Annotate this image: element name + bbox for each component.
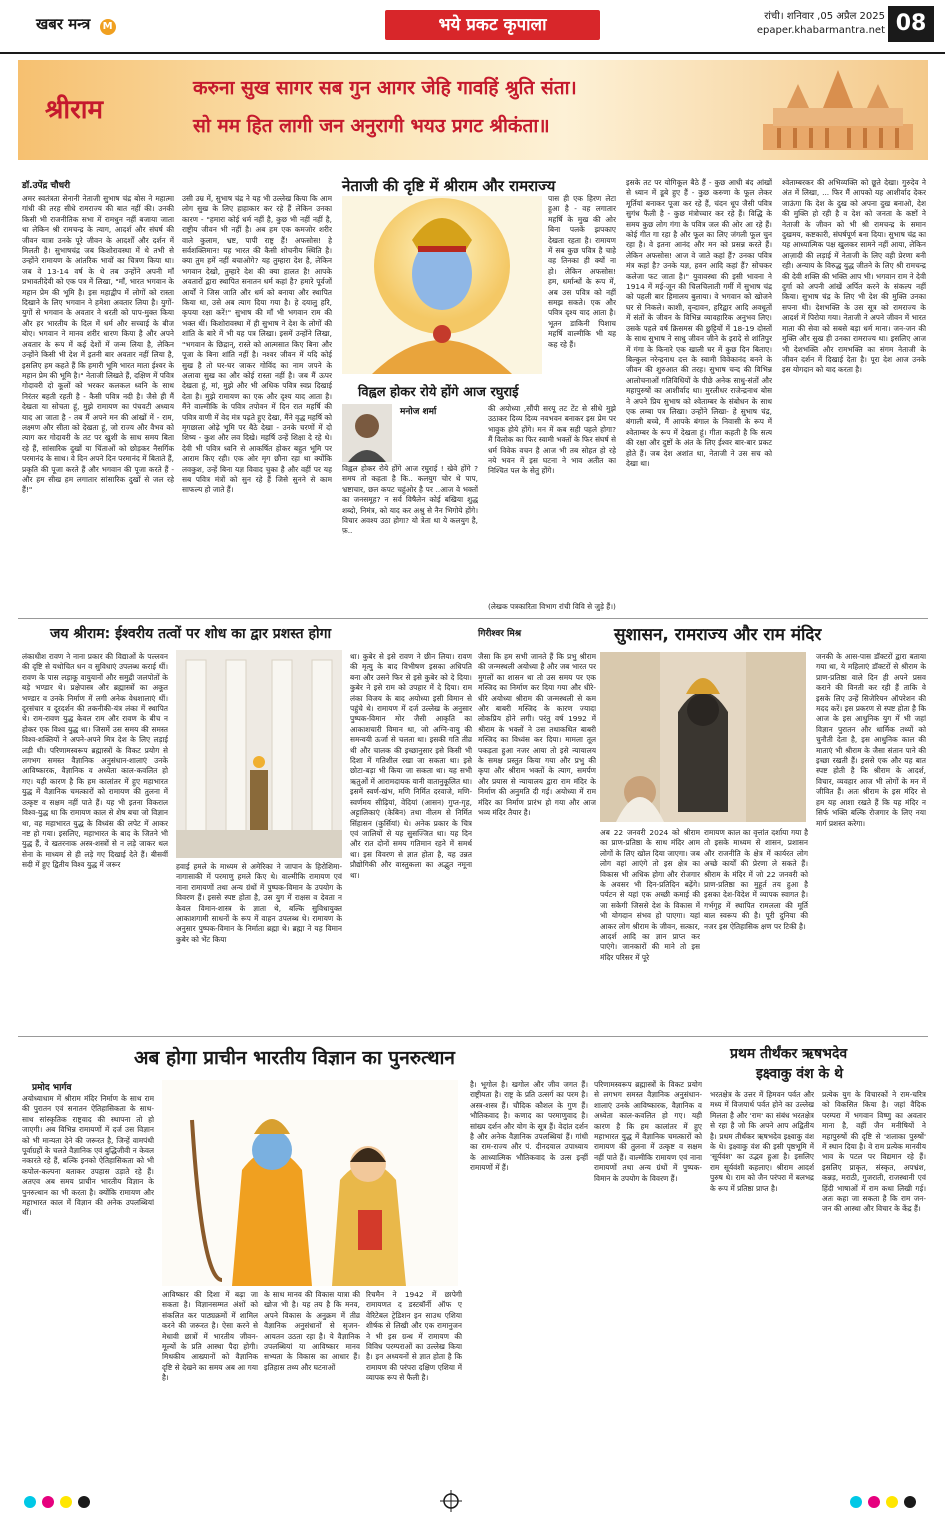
section-divider bbox=[18, 618, 928, 619]
epaper-url[interactable]: epaper.khabarmantra.net bbox=[756, 25, 885, 36]
black-dot-icon-right bbox=[904, 1496, 916, 1508]
article4-column-6: परिणामस्वरूप ब्रह्मास्त्रों के विकट प्रयोग से लगभग समस्त वैज्ञानिक अनुसंधान-शालाएं उनके आविष्कारक, वैज्ञानिक व अध्येता काल-कवलित हो गए। यही कारण है कि हम कालांतर में हुए महाभारत युद्ध में वैज्ञानिक चमत्कारों को रामायण की तुलना में उत्कृष्ट व सक्षम नहीं पाते हैं। वाल्मीकि रामायण एवं नाना रामायणों तथा अन्य ग्रंथों में पुष्पक-विमान के उपयोग के विवरण हैं। bbox=[594, 1080, 702, 1183]
ram-temple-illustration-icon bbox=[753, 66, 923, 154]
sidebar-author: मनोज शर्मा bbox=[400, 407, 437, 417]
page-number: 08 bbox=[888, 6, 934, 42]
article1-column-5: श्वेताम्बरकर की अभिव्यक्ति को छूते देखा। गुरुदेव ने अंत में लिखा, ... फिर मैं आपको यह आशीर्वाद देकर जाऊंगा कि देश के दुख को अपना दुख बनाओ, देश की मुक्ति हो रही है व देश को जनता के कष्टों ने नेताजी के जीवन को भी श्री रामचन्द्र के समान दुखमय, कष्टकारी, संघर्षपूर्ण बना दिया। सुभाष चंद्र का यह आध्यात्मिक पक्ष खुलकर सामने नहीं आया, लेकिन आज़ादी की लड़ाई में नेताजी के लिए वही प्रेरणा बनी रही। अन्याय के विरुद्ध युद्ध जीतने के लिए श्री रामचन्द्र की देवी शक्ति की भक्ति आप भी। भगवान राम ने देवी दुर्गा को अपनी आंखें अर्पित करने के संकल्प नहीं किया। सुभाष चंद्र के लिए भी देश की मुक्ति उनका सपना थी। देशभक्ति के उस सूत्र को रामराज्य के आदर्श में पिरोया गया। नेताजी ने अपने जीवन में भारत माता की सेवा को सबसे बड़ा धर्म माना। जन-जन की मुक्ति और सुख ही उनका रामराज्य था। इसलिए आज भी देशभक्ति और रामभक्ति का संगम नेताजी के जीवन दर्शन में दिखाई देता है। पूरा देश आज उनके इस योगदान को याद करता है। bbox=[782, 178, 926, 375]
yellow-dot-icon-right bbox=[886, 1496, 898, 1508]
cyan-dot-icon-right bbox=[850, 1496, 862, 1508]
temple-interior-photo bbox=[176, 650, 342, 858]
article5-headline-line-2: इक्ष्वाकु वंश के थे bbox=[756, 1066, 844, 1082]
article3-column-3: रामायण काल का वृत्तांत दर्शाया गया है तो इसके माध्यम से शासन, प्रशासन और राजनीति के क्षेत्र में कार्यरत लोग अच्छे कार्यों की प्रेरणा ले सकते हैं। श्रीराम के मंदिर में जो 22 जनवरी को प्राण-प्रतिष्ठा का मुहूर्त तय हुआ है इसका देश-विदेश में व्यापक स्वागत है। गर्भगृह में स्थापित रामलला की मूर्ति बाल स्वरूप की है। पूरी दुनिया की नजर इस ऐतिहासिक क्षण पर टिकी है। bbox=[704, 828, 808, 931]
article3-headline: सुशासन, रामराज्य और राम मंदिर bbox=[614, 625, 822, 645]
article3-column-4: जनकी के आस-पास डॉक्टरों द्वारा बताया गया था, ये महिलाएं डॉक्टरों से श्रीराम के प्राण-प्रतिष्ठा वाले दिन ही अपने प्रसव कराने की विनती कर रही हैं ताकि वे इसके लिए उन्हें सिजेरियन ऑपरेशन की मदद करें। इस प्रकरण से स्पष्ट होता है कि आज के इस आधुनिक युग में भी जहां विज्ञान पुरातन और धार्मिक तथ्यों को चुनौती देता है, इस आधुनिक काल की माताएं भी श्रीराम के जैसा संतान पाने की इच्छा रखती हैं। इससे एक और यह बात स्पष्ट होती है कि श्रीराम के आदर्श, विचार, व्यवहार आज भी लोगों के मन में जीवित हैं। अतः श्रीराम के इस मंदिर से हम यह आशा रखते हैं कि यह मंदिर न सिर्फ भक्ति बल्कि रोजगार के लिए नया मार्ग प्रशस्त करेगा। bbox=[816, 652, 926, 828]
cyan-dot-icon bbox=[24, 1496, 36, 1508]
article2-headline: जय श्रीराम: ईश्वरीय तत्वों पर शोध का द्वार प्रशस्त होगा bbox=[50, 626, 332, 642]
yellow-dot-icon bbox=[60, 1496, 72, 1508]
masthead bbox=[0, 0, 945, 54]
sidebar-poem-2: की अयोध्या ,सौंपी सरयू तट टेंट से सीधे मुझे उठाकर दिव्य दिव्य नवभवन बनाकर इस प्रेम पर भावुक होये होंगे। मन में कब सही पहले होगा? मैं विलोक का फिर स्वामी भक्तों के फिर संघर्ष से धर्म विवेक वचन है आज भी तब सोहत हो रहे नये भवन में इस घटना ने भाव अतीत का निश्चित पल के सेतु होंगे। bbox=[488, 404, 616, 476]
article4-column-1: अयोध्याधाम में श्रीराम मंदिर निर्माण के साथ राम की पुरातन एवं सनातन ऐतिहासिकता के साथ-साथ सांस्कृतिक राष्ट्रवाद की स्थापना तो हो जाएगी। अब विभिन्न रामायणों में दर्ज उस विज्ञान को भी मान्यता देने की जरूरत है, जिन्हें वामपंथी पूर्वाग्रहों के चलते वैज्ञानिक एवं बुद्धिजीवी न केवल नकारते रहे हैं, बल्कि इनको ऐतिहासिकता को भी कपोल-कल्पना बताकर उपहास उड़ाते रहे हैं। अतएव अब समय प्राचीन भारतीय विज्ञान के पुनरुत्थान का भी करता है। क्योंकि रामायण और महाभारत काल में विज्ञान की अनेक उपलब्धियां थीं। bbox=[22, 1094, 154, 1218]
black-dot-icon bbox=[78, 1496, 90, 1508]
article5-headline-line-1: प्रथम तीर्थंकर ऋषभदेव bbox=[730, 1046, 848, 1062]
magenta-dot-icon-right bbox=[868, 1496, 880, 1508]
ram-lalla-idol-photo bbox=[600, 652, 806, 822]
chaupai-banner bbox=[18, 60, 928, 160]
ram-sita-illustration bbox=[162, 1080, 458, 1286]
article5-column-1: भरतक्षेत्र के उत्तर में हिमवन पर्वत और मध्य में विजयार्थ पर्वत होने का उल्लेख मिलता है और 'राम' का संबंध भरतक्षेत्र से रहा है जो कि अपने आप अद्वितीय है। प्रथम तीर्थंकर ऋषभदेव इक्ष्वाकु वंश के थे। इक्ष्वाकु वंश की इसी पृष्ठभूमि में 'सूर्यवंश' का उद्भव हुआ है। इसलिए राम सूर्यवंशी कहलाए। श्रीराम आदर्श पुरुष थे। राम को जैन परंपरा में बलभद्र के रूप में प्रतिष्ठा प्राप्त है। bbox=[710, 1090, 814, 1193]
article1-headline: नेताजी की दृष्टि में श्रीराम और रामराज्य bbox=[342, 177, 556, 195]
article4-column-3: के साथ मानव की विकास यात्रा की खोज भी है। यह तय है कि मनव, अपने विकास के अनुक्रम में तीव्र वैज्ञानिक अनुसंधानों से सृजन-आयतन उठता रहा है। ये वैज्ञानिक उपलब्धियां या आविष्कार मानव सभ्यता के विकास का आधार हैं। इतिहास तथ्य और घटनाओं bbox=[264, 1290, 360, 1372]
article1-column-4: इसके तट पर योगिकूल बैठे हैं - कुछ आधी बंद आंखों से ध्यान में डूबे हुए हैं - कुछ करुणा के फूल लेकर मूर्तियां बनाकर पूजा कर रहे हैं, चंदन धूप जैसी पवित्र सुगंध फैली है - कुछ मंत्रोच्चार कर रहे हैं। विद्धि के समय कुछ लोग गंगा के पवित्र जल की ओर आ रहे हैं। कोई गीत गा रहा है और फूल का लिए जंगली फूल चुन रहा है। वे इतना आनंद और मन को प्रसन्न करते हैं। लेकिन अफसोस! आज वे जाते कहां हैं? उनका पवित्र मंत्र कहां है? उनके यज्ञ, हवन आदि कहां हैं? सोचकर कलेजा फट जाता है।" युवावस्था की इसी भावना ने 1914 में मई-जून की चिलचिलाती गर्मी में सुभाष चंद्र को पहली बार हिमालय बुलाया। वे भगवान को खोजने घर से निकले। काशी, वृन्दावन, हरिद्वार आदि अवधूतों में संतों के जीवन के विभिन्न व्यावहारिक अनुभव लिए। उसके पहले वर्ष क्रिसमस की छुट्टियों में 18-19 दोस्तों के साथ सुभाष ने साधु जीवन जीने के इरादे से शांतिपुर में गंगा के किनारे एक खाली घर में कुछ दिन बिताए। बिल्कुल नरेन्द्रनाथ दत्त के स्वामी विवेकानंद बनने के जीवन की शुरुआत की तरह। सुभाष चन्द की विभिन्न आलोचनाओं गतिविधियों के पीछे अनेक साधु-संतों और महापुरुषों का आशीर्वाद था। मुरलीधर राजेन्द्रनाथ बोस ने अपने प्रिय सुभाष को श्वेताम्बर के संबोधन के साथ एक लम्बा पत्र लिखा। उन्होंने लिखा- हे सुभाष चंद्र, बंगाली बच्चे, मैं आपके बंगाल के निवासी के रूप में श्वेताम्बर के रूप में देखता हूं। गीता कहती है कि सत्य की रक्षा और दुष्टों के अंत के लिए ईश्वर बार-बार प्रकट होते हैं। जब देश अशांत था, नेताजी ने उस सच को देखा था। bbox=[626, 178, 772, 468]
article1-column-3: पास ही एक हिरण लेटा हुआ है - वह लगातार महर्षि के मुख की ओर बिना पलकें झपकाए देखता रहता है। रामायण में सब कुछ पवित्र है चाहे वह तिनका ही क्यों ना हो। लेकिन अफसोस! हम, धर्मान्धों के रूप में, अब उस पवित्र को नहीं समझ सकते। एक और पवित्र दृश्य याद आता है। भूतन डाकिनी पिशाच महर्षि वाल्मीकि भी यह कह रहे हैं। bbox=[548, 194, 616, 349]
article2-column-3: था। कुबेर से इसे रावण ने छीन लिया। रावण की मृत्यु के बाद विभीषण इसका अधिपति बना और उसने फिर से इसे कुबेर को दे दिया। कुबेर ने इसे राम को उपहार में दे दिया। राम लंका विजय के बाद अयोध्या इसी विमान से पहुंचे थे। रामायण में दर्ज उल्लेख के अनुसार पुष्पक-विमान मोर जैसी आकृति का आकाशचारी विमान था, जो अग्नि-वायु की समन्वयी ऊर्जा से चलता था। इसकी गति तीव्र थी और चालक की इच्छानुसार इसे किसी भी दिशा में गतिशील रखा जा सकता था। इसे छोटा-बड़ा भी किया जा सकता था। यह सभी ऋतुओं में आरामदायक यानी वातानुकूलित था। इसमें स्वर्ण-खंभ, मणि निर्मित दरवाजे, मणि-स्वर्णमय सीढ़ियां, वेदियां (आसन) गुप्त-गृह, अट्टालिकाएं (केबिन) तथा नीलम से निर्मित सिंहासन (कुर्सियां) थे। अनेक प्रकार के चित्र एवं जालियों से यह सुसज्जित था। यह दिन और रात दोनों समय गतिमान रहने में समर्थ था। इस विवरण से ज्ञात होता है, यह उन्नत प्रौद्योगिकी और वास्तुकला का अद्भुत नमूना था। bbox=[350, 652, 472, 880]
article1-author: डॉ.उपेंद्र चौधरी bbox=[22, 181, 71, 191]
magenta-dot-icon bbox=[42, 1496, 54, 1508]
sidebar-credit: (लेखक पत्रकारिता विभाग रांची विवि से जुड़े हैं।) bbox=[488, 602, 616, 611]
newspaper-logo[interactable] bbox=[36, 14, 116, 35]
article5-column-2: प्रत्येक युग के विचारकों ने राम-चरित्र को विकसित किया है। जहां वैदिक परम्परा में भगवान विष्णु का अवतार माना है, वहीं जैन मनीषियों ने महापुरुषों की दृष्टि से 'शलाका पुरुषों' में स्थान दिया है। वे राम प्रत्येक मानवीय भाव के पटल पर विद्यमान रहे हैं। इसलिए प्राकृत, संस्कृत, अपभ्रंश, कन्नड़, मराठी, गुजराती, राजस्थानी एवं हिंदी भाषाओं में राम कथा लिखी गई। अतः कहा जा सकता है कि राम जन-जन की आस्था और विचार के केंद्र हैं। bbox=[822, 1090, 926, 1214]
banner-line-1: करुना सुख सागर सब गुन आगर जेहि गावहिं श्रुति संता। bbox=[193, 77, 577, 99]
logo-badge-icon: M bbox=[100, 19, 116, 35]
shri-ram-calligraphy: श्रीराम bbox=[44, 95, 104, 125]
article1-column-1: अमर स्वतंत्रता सेनानी नेताजी सुभाष चंद्र बोस ने महात्मा गांधी की तरह सीधे रामराज्य की बात नहीं की। उनकी किसी भी राजनीतिक सभा में रामधुन नहीं बजाया जाता था लेकिन श्री रामचन्द्र के त्याग, आदर्श और संघर्ष की जीवन यात्रा उनके पूरे जीवन के आदर्शों और दर्शन में मिलती है। सुभाषचंद्र जब किशोरावस्था में थे तभी से उन्होंने रामायण के आंतरिक भावों का चित्रण किया था। जब वे 13-14 वर्ष के थे तब उन्होंने अपनी माँ प्रभावतीदेवी को एक पत्र में लिखा, "माँ, भारत भगवान के महान प्रेम की भूमि है। इस महाद्वीप में लोगों को रास्ता दिखाने के लिए भगवान ने हमेशा अवतार लिया है। युगों-युगों से भगवान के अवतार ने धरती को पाप-मुक्त किया और हर भारतीय के दिल में धर्म और सच्चाई के बीज बोए। भगवान ने मानव शरीर धारण किया है और अपने अवतार के रूप में कई देशों में जन्म लिया है, लेकिन उन्होंने किसी भी देश में इतनी बार अवतार नहीं लिया है, इसलिए हम कहते हैं कि हमारी भूमि भारत माता ईश्वर के महान प्रेम की भूमि है।" नेताजी लिखते हैं, दक्षिण में पवित्र गोदावरी दो कूलों को भरकर कलकल ध्वनि के साथ निरंतर बहती रहती है - कैसी पवित्र नदी है। जैसे ही मैं देखता या सोचता हूं, मुझे रामायण का पंचवटी अध्याय याद आ जाता है - तब मैं अपने मन की आंखों में - राम, लक्ष्मण और सीता को देखता हूं, जो राज्य और वैभव को त्याग कर गोदावरी के तट पर खुशी के साथ समय बिता रहे हैं, सांसारिक दुखों या चिंताओं को छोड़कर नैसर्गिक परमानंद के साथ। वे दिन अपने दिन परमानंद में बिताते हैं, प्रकृति की पूजा करते हैं और भगवान की पूजा करते हैं - और हम सीख हम लगातार सांसारिक दुखों से जल रहे हैं!" bbox=[22, 194, 174, 495]
article3-column-1: जैसा कि हम सभी जानते हैं कि प्रभु श्रीराम की जन्मस्थली अयोध्या है और जब भारत पर मुगलों का शासन था तो उस समय पर एक मस्जिद का निर्माण कर दिया गया और धीरे-धीरे अयोध्या श्रीराम की जन्मस्थली से कम और बाबरी मस्जिद के कारण ज्यादा लोकप्रिय होने लगी। परंतु वर्ष 1992 में श्रीराम के भक्तों ने उस तथाकथित बाबरी मस्जिद का विध्वंस कर दिया। मामला तूल पकड़ता हुआ नजर आया तो इसे न्यायालय के समक्ष प्रस्तुत किया गया और प्रभु की कृपा और श्रीराम भक्तों के त्याग, समर्पण और प्रयास से न्यायालय द्वारा राम मंदिर के निर्माण की अनुमति दी गई। अयोध्या में राम मंदिर का निर्माण प्रारंभ हो गया और आज भव्य मंदिर तैयार है। bbox=[478, 652, 596, 818]
section-divider-2 bbox=[18, 1036, 928, 1037]
article2-column-1: लंकाधीश रावण ने नाना प्रकार की विद्याओं के पल्लवन की दृष्टि से यथोचित धन व सुविधाएं उपलब्ध कराई थीं। रावण के पास लड़ाकू वायुयानों और समुद्री जलपोतों के बड़े भण्डार थे। प्रक्षेपास्त्र और ब्रह्मास्त्रों का अकूत भण्डार व उनके निर्माण में लगी अनेक वेधशालाएं थीं। दूरसंचार व दूरदर्शन की तकनीकी-यंत्र लंका में स्थापित थे। राम-रावण युद्ध केवल राम और रावण के बीच न होकर एक विश्व युद्ध था। जिसमें उस समय की समस्त विश्व-शक्तियों ने अपने-अपने मित्र देश के लिए लड़ाई लड़ी थी। परिणामस्वरूप ब्रह्मास्त्रों के विकट प्रयोग से लगभग समस्त वैज्ञानिक अनुसंधान-शालाएं उनके आविष्कारक, वैज्ञानिक व अध्येता काल-कवलित हो गए। यही कारण है कि हम कालांतर में हुए महाभारत युद्ध में वैज्ञानिक चमत्कारों को रामायण की तुलना में उत्कृष्ट व सक्षम नहीं पाते हैं। यह भी इतना विकराल विश्व-युद्ध था कि रामायण काल से शेष बचा जो विज्ञान था, वह महाभारत युद्ध के विध्वंस की लपेट में आकर नष्ट हो गया। इसलिए, महाभारत के बाद के जितने भी युद्ध हैं, वे खतरनाक अस्त्र-शस्त्रों से न लड़े जाकर थल सेना के माध्यम से ही लड़े गए दिखाई देते हैं। बीसवीं सदी में हुए द्वितीय विश्व युद्ध में जरूर bbox=[22, 652, 168, 870]
article4-headline: अब होगा प्राचीन भारतीय विज्ञान का पुनरुत्थान bbox=[134, 1047, 455, 1069]
sidebar-poem-1: विह्वल होकर रोये होंगे आज रघुराई ! खेवे होंगे ? समय तो कहता है कि.. कलयुग चोर थे पाप, भ्रष्टाचार, छल कपट चहुंओर है पर ..आज वे भक्तों का जनसमूह? न सर्व विषैलेन कोई बखिया शुद्ध शब्दो, निमंत्र, को याद कर अश्रु से नैन भिगोये होंगे। विचार अवश्य उठा होगा? यो त्रेता था ये कलयुग है, फ़.. bbox=[342, 464, 478, 536]
article4-author: प्रमोद भार्गव bbox=[32, 1083, 72, 1093]
print-registration-marks bbox=[0, 1486, 945, 1517]
article4-column-5: है। भूगोल है। खगोल और जीव जगत हैं। राष्ट्रीयता है। राष्ट्र के प्रति उत्सर्ग का परम है। अस्त्र-शस्त्र हैं। चौदिक कौशल के गुण हैं। भौतिकवाद है। कणाद का परमाणुवाद है। सांख्य दर्शन और योग के सूत्र हैं। वेदांत दर्शन है और अनेक वैज्ञानिक उपलब्धियां हैं। गांधी का राम-राज्य और पं. दीनदयाल उपाध्याय के आध्यात्मिक भौतिकवाद के उत्स इन्हीं रामायणों में हैं। bbox=[470, 1080, 588, 1173]
issue-date: रांची। शनिवार ,05 अप्रैल 2025 bbox=[764, 11, 885, 22]
shri-ram-portrait-illustration bbox=[342, 196, 542, 374]
crosshair-icon bbox=[440, 1490, 462, 1512]
article2-column-2: हवाई हमले के माध्यम से अमेरिका ने जापान के हिरोशिमा-नागासाकी में परमाणु हमले किए थे। वाल्मीकि रामायण एवं नाना रामायणों तथा अन्य ग्रंथों में पुष्पक-विमान के उपयोग के विवरण हैं। इससे स्पष्ट होता है, उस युग में राक्षस व देवता न केवल विमान-शास्त्र के ज्ञाता थे, बल्कि सुविधायुक्त आकाशगामी साधनों के रूप में वाहन उपलब्ध थे। रामायण के अनुसार पुष्पक-विमान के निर्माता ब्रह्मा थे। ब्रह्मा ने यह विमान कुबेर को भेंट किया bbox=[176, 862, 342, 944]
article3-author: गिरीश्वर मिश्र bbox=[478, 629, 522, 639]
article3-column-2: अब 22 जनवरी 2024 को श्रीराम का प्राण-प्रतिष्ठा के साथ मंदिर आम लोगों के लिए खोल दिया जाएगा। जब लोग वहां आएंगे तो इस क्षेत्र का विकास भी अधिक होगा और रोजगार के अवसर भी दिन-प्रतिदिन बढ़ेंगे। पर्यटन से यहां एक अच्छी कमाई की जा सकेगी जिससे देश के विकास में भी योगदान संभव हो पाएगा। यहां आकर लोग श्रीराम के जीवन, सत्कार, आदर्श आदि का ज्ञान प्राप्त कर पाएंगे। जानकारों की माने तो इस मंदिर परिसर में पूरे bbox=[600, 828, 700, 962]
dateline bbox=[720, 10, 885, 38]
logo-text: खबर मन्त्र bbox=[36, 15, 91, 33]
article1-column-2: उसी उम्र में, सुभाष चंद्र ने यह भी उल्लेख किया कि आम लोग सुख के लिए हाहाकार कर रहे हैं लेकिन उनका कारण - "हमारा कोई धर्म नहीं है, कुछ भी नहीं नहीं है, राष्ट्रीय जीवन भी नहीं है। अब हम एक कमजोर शरीर वाले कुलाम, भ्रष्ट, पापी राष्ट्र हैं! अफसोस! हे सर्वशक्तिमान! यह भारत की कैसी शोचनीय स्थिति है। क्या तुम हमें नहीं बचाओगे? यह तुम्हारा देश है, लेकिन भगवान देखो, तुम्हारे देश की क्या हालत है! आपके अवतारों द्वारा स्थापित सनातन धर्म कहां है? हमारे पूर्वजों आर्यों ने जिस जाति और धर्म को बनाया और स्थापित किया था, उसे अब त्याग दिया गया है। हे दयालु हरि, कृपया रक्षा करें!" सुभाष की माँ भी भगवान राम की भक्त थीं। किशोरावस्था में ही सुभाष ने देश के लोगों की शांति के बारे में भी यह पत्र लिखा। इसमें उन्होंने लिखा, "भगवान के छिद्रान्, रास्ते को आत्मसात किए बिना और पूजा के बिना शांति नहीं है। नश्वर जीवन में यदि कोई सुख है तो घर-घर जाकर गोविंद का नाम जपने के अलावा सुख का और कोई रास्ता नहीं है। जब मैं ऊपर देखता हूं, मां, मुझे और भी अधिक पवित्र स्वप्न दिखाई देता है। मुझे रामायण का एक और दृश्य याद आता है। मैंने वाल्मीकि के पवित्र तपोवन में दिन रात महर्षि की पवित्र वाणी में वेद मंत्र पढ़ते हुए देखा, मैंने वृद्ध महर्षि को मृगछाला ओढ़े भूमि पर बैठे देखा - उनके चरणों में दो शिष्य - कुश और लव दिखे। महर्षि उन्हें शिक्षा दे रहे थे। देवी भी पवित्र ध्वनि से आकर्षित होकर बहुत भूमि पर आराम किए रही। एक ओर मृग छौना रहा था क्योंकि लवकुश, उन्हें बिना यज्ञ विवाद चुका है और वहीं पर यह सब पवित्र मंत्रों को सुन रहे हैं जिसे सुनने से काम साफल्य हो जाते हैं। bbox=[182, 194, 332, 495]
banner-line-2: सो मम हित लागी जन अनुरागी भयउ प्रगट श्रीकंता॥ bbox=[193, 115, 550, 137]
section-title: भये प्रकट कृपाला bbox=[385, 10, 600, 40]
article4-column-2: आविष्कार की दिशा में बढ़ा जा सकता है। विज्ञानसम्मत अंशों को संकलित कर पाठ्यक्रमों में शामिल करने की जरूरत है। ऐसा करने से मेधावी छात्रों में भारतीय जीवन-मूल्यों के प्रति आस्था पैदा होगी। मिथकीय आख्यानों को वैज्ञानिक दृष्टि से देखने का समय अब आ गया है। bbox=[162, 1290, 258, 1383]
sidebar-headline: विह्वल होकर रोये होंगे आज रघुराई bbox=[358, 385, 519, 400]
article4-column-4: रिचमैन ने 1942 में छापेगी रामायणत द डस्टबॉर्नी ऑफ ए वेरिटेबल ट्रेडिशन इन साउथ एशिया शीर्षक से लिखी और एक रामानुजन ने भी इस ग्रन्थ में रामायण की विविध परम्पराओं का उल्लेख किया है। इन अध्ययनों से ज्ञात होता है कि रामायण की परंपरा दक्षिण एशिया में व्यापक रूप से फैली है। bbox=[366, 1290, 462, 1383]
